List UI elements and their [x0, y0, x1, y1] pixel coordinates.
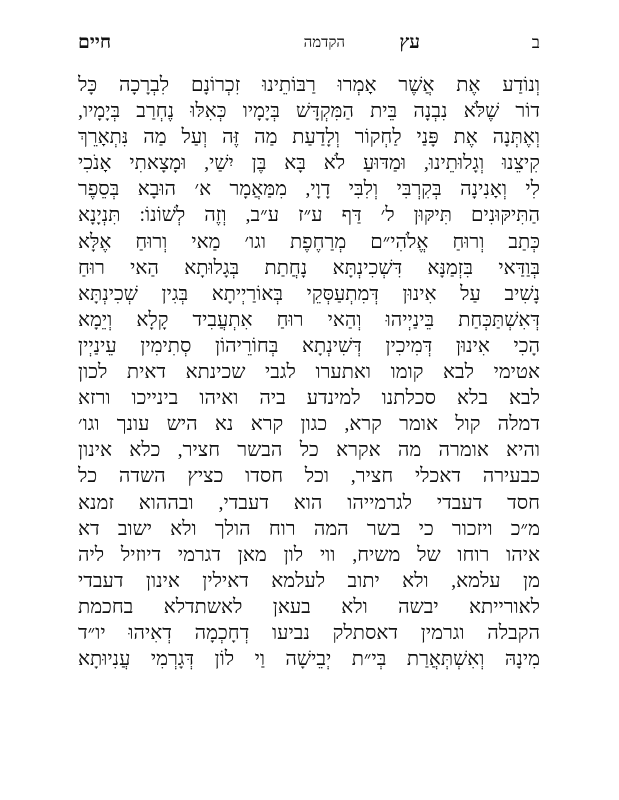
text-line: לאורייתא יבשה ולא בעאן לאשתדלא בחכמת — [78, 595, 540, 618]
book-title: חיים — [78, 32, 112, 53]
text-line: וְאֶתְּנָה אֶת פָּנַי לַחְקוֹר וְלָדַעַת מַה זֶּה וְעַל מַה נִּתְאָרֵךְ — [78, 126, 540, 149]
text-line: מ״כ ויזכור כי בשר המה רוח הולך ולא ישוב דא — [78, 517, 540, 540]
section-title: הקדמה — [303, 35, 345, 51]
text-line: מִינָהּ וְאִשְׁתְּאֲרַת בְּי״ת יְבֵישָׁה וַי לוֹן דְּגָרְמִי עֲנִיוּתָא — [78, 648, 540, 671]
text-line: והיא אומרה מה אקרא כל הבשר חציר, כלא אינון — [78, 439, 540, 462]
text-line: נָשִׁיב עַל אִינוּן דְּמִתְעַסְּקֵי בְּאוֹרַיְיתָא בְּגִין שְׁכִינְתָּא — [78, 282, 540, 305]
body-text — [78, 72, 540, 672]
text-line: וְנוֹדַע אֶת אֲשֶׁר אָמְרוּ רַבּוֹתֵינוּ זִכְרוֹנָם לִבְרָכָה כָּל — [78, 74, 540, 96]
running-head-letters: עץ — [399, 32, 420, 53]
text-line: כְּתַב וְרוּחַ אֱלֹהִי״ם מְרַחֶפֶת וגו׳ מַאי וְרוּחַ אֶלָּא — [78, 230, 540, 253]
text-line: חסד דעבדי לגרמייהו הוא דעבדי, ובההוא זמנא — [78, 491, 540, 514]
text-line: קִיצֵנוּ וְגָלוּתֵינוּ, וּמַדּוּעַ לֹא בָּא בֶּן יִשַׁי, וּמָצָאתִי אָנֹכִי — [78, 152, 540, 175]
text-line: הָכִי אִינוּן דְּמִיכִין דְּשִׁינְתָא בְּחוֹרֵיהוֹן סְתִימִין עֵינַיְין — [78, 334, 540, 357]
text-line: בְּוַדַּאי בִּזְמַנָּא דִּשְׁכִינְתָּא נָחֲתַת בְּגָלוּתָא הַאי רוּחַ — [78, 256, 540, 279]
text-line: הקבלה וגרמין דאסתלק נביעו דְחָכְמָה דְאִיהוּ יו״ד — [78, 621, 540, 644]
text-line: מן עלמא, ולא יתוב לעלמא דאילין אינון דעבדי — [78, 569, 540, 592]
text-line: דמלה קול אומר קרא, כגון קרא נא היש עונך וגו׳ — [78, 413, 540, 436]
page-header — [78, 30, 540, 56]
text-line: דְּאִשְׁתַּכְּחַת בֵּינַיְיהוּ וְהַאי רוּחַ אִתְעֲבִיד קָלָא וְיֵמָא — [78, 308, 540, 331]
text-line: הַתִּיקּוּנִים תִּיקּוּן ל׳ דַּף ע״ז ע״ב, וְזֶה לְשׁוֹנוֹ: תִּנְיָנָא — [78, 204, 540, 227]
text-line: איהו רוחו של משיח, ווי לון מאן דגרמי דיוזיל ליה — [78, 543, 540, 566]
text-line: לִי וְאָנִינָה בְּקִרְבִּי וְלִבִּי דָוָי, מִמַּאֲמָר א׳ הוּבָא בְּסֵפֶר — [78, 178, 540, 201]
text-line: לבא בלא סכלתנו למינדע ביה ואיהו בינייכו ורזא — [78, 387, 540, 410]
text-line: אטימי לבא קומו ואתערו לגבי שכינתא דאית לכון — [78, 361, 540, 384]
text-line: כבעירה דאכלי חציר, וכל חסדו כציץ השדה כל — [78, 465, 540, 488]
text-line: דוֹר שֶׁלֹּא נִבְנָה בֵּית הַמִּקְדָּשׁ בְּיָמָיו כְּאִלּוּ נֶחְרַב בְּיָמָיו, — [78, 100, 540, 123]
page-letter: ב — [531, 33, 540, 52]
